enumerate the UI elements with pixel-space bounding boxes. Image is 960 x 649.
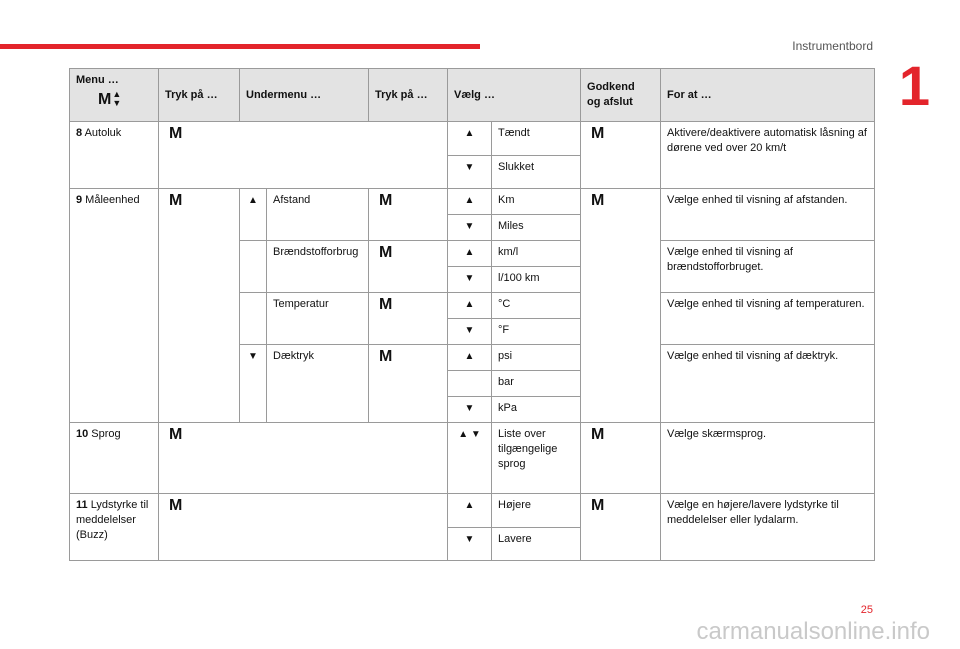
option-fahrenheit: °F (492, 319, 581, 345)
page-number: 25 (860, 604, 873, 616)
down-arrow-icon: ▼ (464, 534, 475, 545)
up-arrow-icon: ▲ (464, 351, 475, 362)
menu-cell-volume: 11 Lydstyrke til meddelelser (Buzz) (70, 494, 159, 561)
purpose-tyre-pressure: Vælge enhed til visning af dæktryk. (661, 345, 875, 423)
option-kpa: kPa (492, 397, 581, 423)
submenu-tyre-pressure: Dæktryk (267, 345, 369, 423)
header-select: Vælg … (448, 69, 581, 122)
option-off: Slukket (492, 156, 581, 189)
m-button-icon: M (379, 244, 393, 261)
menu-table (69, 68, 875, 561)
submenu-fuel: Brændstofforbrug (267, 241, 369, 293)
header-confirm: Godkend og afslut (581, 69, 661, 122)
m-button-icon: M (591, 426, 605, 443)
up-arrow-icon: ▲ (464, 247, 475, 258)
m-button-icon: M (169, 426, 183, 443)
m-button-icon: M (591, 192, 605, 209)
option-psi: psi (492, 345, 581, 371)
option-bar: bar (492, 371, 581, 397)
table-row-volume (70, 494, 875, 528)
purpose-temperature: Vælge enhed til visning af temperaturen. (661, 293, 875, 345)
option-celsius: °C (492, 293, 581, 319)
submenu-temperature: Temperatur (267, 293, 369, 345)
option-l-100km: l/100 km (492, 267, 581, 293)
red-accent-bar (0, 44, 480, 49)
chapter-number: 1 (898, 54, 930, 117)
table-row-language (70, 423, 875, 494)
section-title: Instrumentbord (792, 39, 873, 53)
m-button-icon: M (379, 296, 393, 313)
down-arrow-icon: ▼ (464, 325, 475, 336)
down-arrow-icon: ▼ (112, 98, 122, 108)
m-button-icon: M (169, 125, 183, 142)
down-arrow-icon: ▼ (464, 273, 475, 284)
down-arrow-icon: ▼ (464, 403, 475, 414)
purpose-distance: Vælge enhed til visning af afstanden. (661, 189, 875, 241)
m-button-icon: M (169, 497, 183, 514)
option-miles: Miles (492, 215, 581, 241)
header-purpose: For at … (661, 69, 875, 122)
down-arrow-icon: ▼ (248, 351, 258, 362)
up-arrow-icon: ▲ (464, 500, 475, 511)
option-language-list: Liste over tilgængelige sprog (492, 423, 581, 494)
m-button-icon: M (591, 497, 605, 514)
option-km-l: km/l (492, 241, 581, 267)
up-arrow-icon: ▲ (464, 299, 475, 310)
up-arrow-icon: ▲ (464, 128, 475, 139)
option-km: Km (492, 189, 581, 215)
table-row-units (70, 189, 875, 215)
header-press-2: Tryk på … (369, 69, 448, 122)
menu-cell-units: 9 Måleenhed (70, 189, 159, 423)
purpose-autolock: Aktivere/deaktivere automatisk låsning af dørene ved over 20 km/t (661, 122, 875, 189)
purpose-volume: Vælge en højere/lavere lydstyrke til meddelelser eller lydalarm. (661, 494, 875, 561)
header-submenu: Undermenu … (240, 69, 369, 122)
menu-cell-autolock: 8 Autoluk (70, 122, 159, 189)
m-button-icon: M (379, 192, 393, 209)
down-arrow-icon: ▼ (464, 162, 475, 173)
purpose-fuel: Vælge enhed til visning af brændstofforbruget. (661, 241, 875, 293)
up-arrow-icon: ▲ (112, 89, 122, 99)
down-arrow-icon: ▼ (464, 221, 475, 232)
menu-cell-language: 10 Sprog (70, 423, 159, 494)
option-on: Tændt (492, 122, 581, 156)
header-menu: Menu … M ▲ ▼ (70, 69, 159, 122)
header-press-1: Tryk på … (159, 69, 240, 122)
up-arrow-icon: ▲ (248, 195, 258, 206)
table-row-autolock (70, 122, 875, 156)
menu-up-down-icon (76, 90, 121, 108)
purpose-language: Vælge skærmsprog. (661, 423, 875, 494)
option-higher: Højere (492, 494, 581, 528)
submenu-distance: Afstand (267, 189, 369, 241)
option-lower: Lavere (492, 528, 581, 561)
m-button-icon: M (98, 90, 112, 108)
watermark: carmanualsonline.info (696, 618, 930, 645)
header-row (70, 69, 875, 122)
m-button-icon: M (379, 348, 393, 365)
up-arrow-icon: ▲ (464, 195, 475, 206)
up-down-arrow-icon: ▲ ▼ (458, 429, 481, 440)
m-button-icon: M (591, 125, 605, 142)
m-button-icon: M (169, 192, 183, 209)
